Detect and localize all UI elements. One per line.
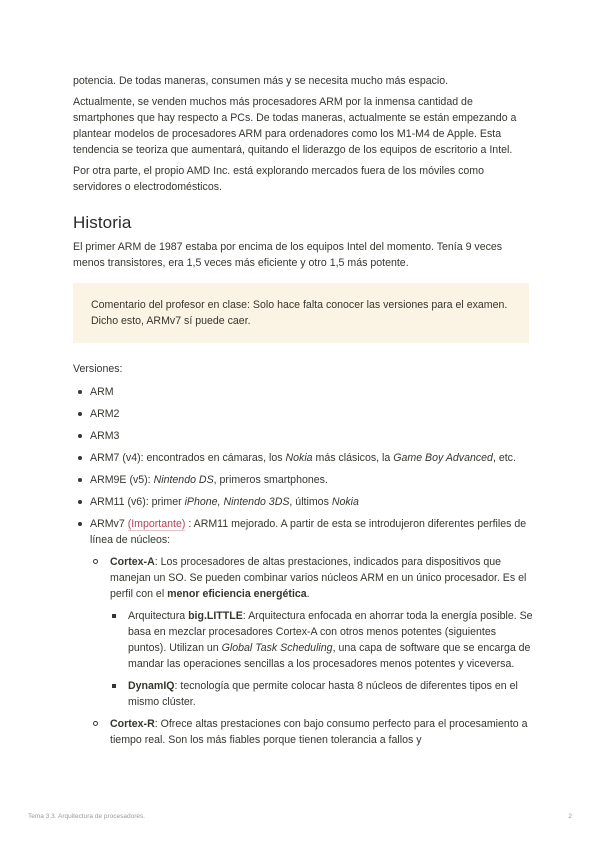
intro-paragraph-1: potencia. De todas maneras, consumen más y se necesita mucho más espacio. [73, 75, 449, 87]
list-item-arm9e: ARM9E (v5): Nintendo DS, primeros smartphones. [73, 472, 533, 488]
list-item-arm2: ARM2 [73, 406, 533, 422]
important-highlight: (Importante) [127, 518, 186, 530]
intro-paragraph-3: Por otra parte, el propio AMD Inc. está explorando mercados fuera de los móviles como servidores o electrodomésticos. [73, 165, 485, 193]
intro-paragraph-2: Actualmente, se venden muchos más procesadores ARM por la inmensa cantidad de smartphones que hay respecto a PCs. De todas maneras, actualmente se están empezando a plantear modelos de procesadores ARM para ordenadores como los M1-M4 de Apple. Esta tendencia se teoriza que aumentará, quitando el liderazgo de los equipos de escritorio a Intel. [73, 96, 517, 156]
list-item-cortex-r: Cortex-R: Ofrece altas prestaciones con bajo consumo perfecto para el procesamiento a tiempo real. Son los más fiables porque tienen tolerancia a fallos y [90, 716, 533, 748]
page-footer [28, 812, 572, 822]
list-item-arm: ARM [73, 384, 533, 400]
versions-list [73, 384, 533, 748]
list-item-biglittle: Arquitectura big.LITTLE: Arquitectura enfocada en ahorrar toda la energía posible. Se basa en mezclar procesadores Cortex-A con otros menos potentes (siguientes puntos). Utilizan un Global Task Scheduling, una capa de software que se encarga de mandar las operaciones sencillas a los procesadores menos potentes y viceversa. [110, 608, 533, 672]
list-item-cortex-a: Cortex-A: Los procesadores de altas prestaciones, indicados para dispositivos que manejan un SO. Se pueden combinar varios núcleos ARM en un único procesador. Es el perfil con el menor eficiencia energética. Arquitectura big.LITTLE: Arquitectura enfocada en ahorrar toda la energía posible. Se basa en mezclar procesadores Cortex-A con otros menos potentes (siguientes puntos). Utilizan un Global Task Scheduling, una capa de software que se encarga de mandar las operaciones sencillas a los procesadores menos potentes y viceversa. DynamIQ: tecnología que permite colocar hasta 8 núcleos de diferentes tipos en el mismo clúster. [90, 554, 533, 710]
footer-title: Tema 3.3. Arquitectura de procesadores. [28, 813, 146, 820]
list-item-arm11: ARM11 (v6): primer iPhone, Nintendo 3DS, últimos Nokia [73, 494, 533, 510]
list-item-dynamiq: DynamIQ: tecnología que permite colocar hasta 8 núcleos de diferentes tipos en el mismo clúster. [110, 678, 533, 710]
section-heading-historia: Historia [73, 213, 132, 232]
cortex-a-sublist [110, 608, 533, 710]
page-number: 2 [568, 813, 572, 820]
list-item-armv7: ARMv7 (Importante) : ARM11 mejorado. A partir de esta se introdujeron diferentes perfiles de línea de núcleos: Cortex-A: Los procesadores de altas prestaciones, indicados para dispositivos que manejan un SO. Se pueden combinar varios núcleos ARM en un único procesador. Es el perfil con el menor eficiencia energética. Arquitectura big.LITTLE: Arquitectura enfocada en ahorrar toda la energía posible. Se basa en mezclar procesadores Cortex-A con otros menos potentes (siguientes puntos). Utilizan un Global Task Scheduling, una capa de software que se encarga de mandar las operaciones sencillas a los procesadores menos potentes y viceversa. DynamIQ: tecnología que permite colocar hasta 8 núcleos de diferentes tipos en el mismo clúster. Cortex-R: Ofrece altas prestaciones con bajo consumo perfecto para el procesamiento a tiempo real. Son los más fiables porque tienen tolerancia a fallos y [73, 516, 533, 748]
professor-callout [73, 283, 529, 343]
list-item-arm7: ARM7 (v4): encontrados en cámaras, los Nokia más clásicos, la Game Boy Advanced, etc. [73, 450, 533, 466]
callout-text: Comentario del profesor en clase: Solo hace falta conocer las versiones para el examen. Dicho esto, ARMv7 sí puede caer. [91, 299, 508, 327]
page-content [73, 73, 533, 754]
historia-paragraph: El primer ARM de 1987 estaba por encima de los equipos Intel del momento. Tenía 9 veces menos transistores, era 1,5 veces más eficiente y otro 1,5 más potente. [73, 241, 503, 269]
profiles-list [90, 554, 533, 748]
versions-label: Versiones: [73, 363, 123, 375]
list-item-arm3: ARM3 [73, 428, 533, 444]
